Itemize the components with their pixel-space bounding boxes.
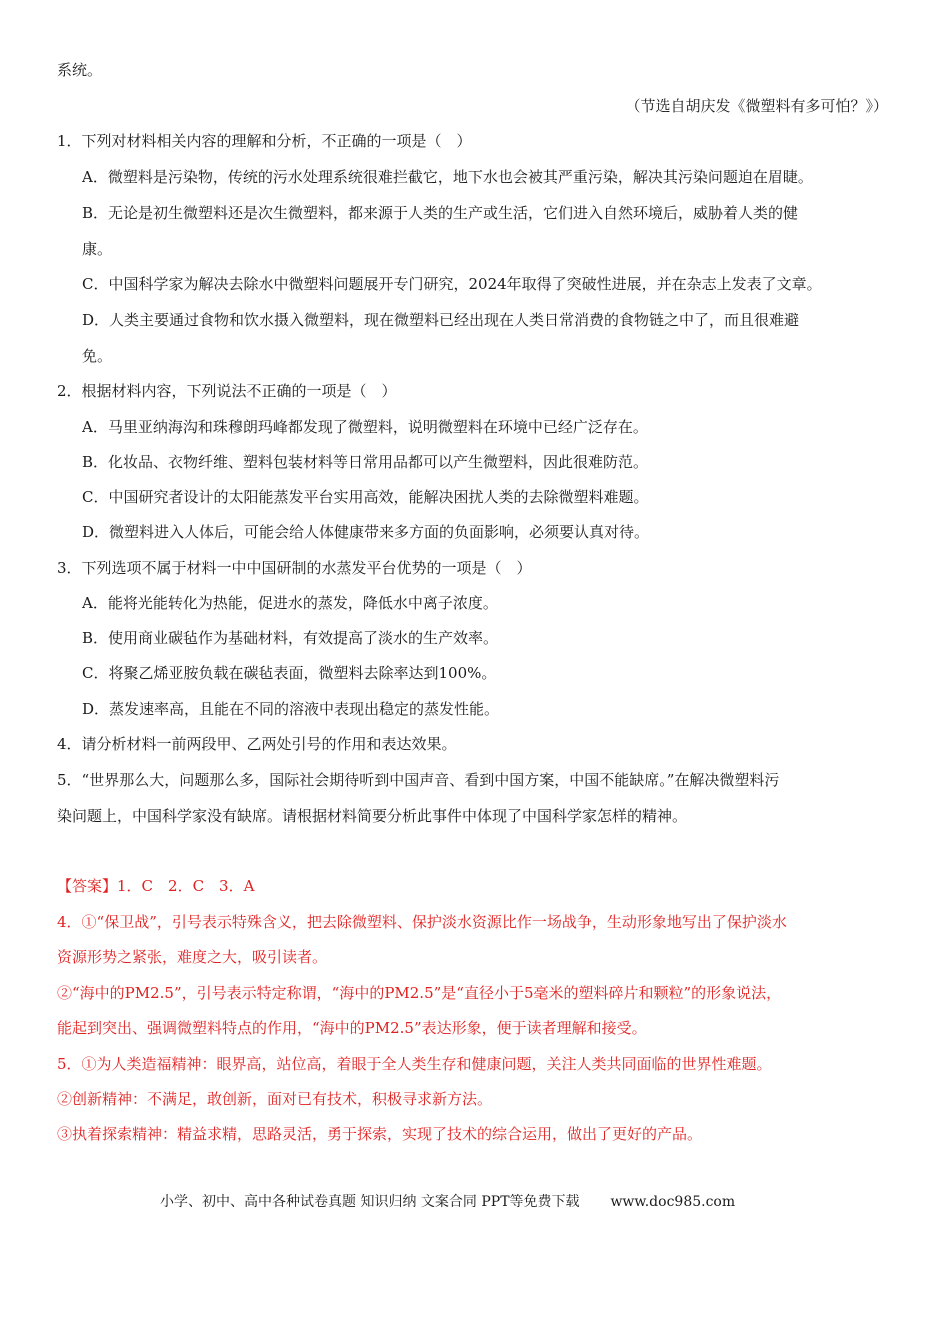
- q2-option-d: D．微塑料进入人体后，可能会给人体健康带来多方面的负面影响，必须要认真对待。: [82, 523, 650, 541]
- answer-5-line2: ②创新精神：不满足，敢创新，面对已有技术，积极寻求新方法。: [57, 1090, 493, 1108]
- q3-option-a: A．能将光能转化为热能，促进水的蒸发，降低水中离子浓度。: [82, 594, 498, 612]
- q2-option-b: B．化妆品、衣物纤维、塑料包装材料等日常用品都可以产生微塑料，因此很难防范。: [82, 453, 649, 471]
- material-source: （节选自胡庆发《微塑料有多可怕？》）: [625, 97, 888, 115]
- q1-stem: 1．下列对材料相关内容的理解和分析，不正确的一项是（ ）: [57, 132, 472, 150]
- answer-4-line3: ②“海中的PM2.5”，引号表示特定称谓，“海中的PM2.5”是“直径小于5毫米的塑料碎片和颗粒”的形象说法，: [57, 984, 782, 1002]
- q3-option-c: C．将聚乙烯亚胺负载在碳毡表面，微塑料去除率达到100%。: [82, 664, 497, 682]
- q3-option-d: D．蒸发速率高，且能在不同的溶液中表现出稳定的蒸发性能。: [82, 700, 500, 718]
- q3-option-b: B．使用商业碳毡作为基础材料，有效提高了淡水的生产效率。: [82, 629, 499, 647]
- q1-option-c: C．中国科学家为解决去除水中微塑料问题展开专门研究，2024年取得了突破性进展，并在杂志上发表了文章。: [82, 275, 822, 293]
- material-tail: 系统。: [57, 61, 103, 79]
- answer-5-line1: 5．①为人类造福精神：眼界高，站位高，着眼于全人类生存和健康问题，关注人类共同面临的世界性难题。: [57, 1055, 772, 1073]
- footer-url[interactable]: www.doc985.com: [610, 1194, 736, 1210]
- answer-4-line4: 能起到突出、强调微塑料特点的作用，“海中的PM2.5”表达形象，便于读者理解和接受。: [57, 1019, 647, 1037]
- q1-option-d-line2: 免。: [82, 347, 113, 365]
- footer-text: 小学、初中、高中各种试卷真题 知识归纳 文案合同 PPT等免费下载: [160, 1194, 580, 1210]
- answer-4-line2: 资源形势之紧张，难度之大，吸引读者。: [57, 948, 328, 966]
- answer-4-line1: 4．①“保卫战”，引号表示特殊含义，把去除微塑料、保护淡水资源比作一场战争，生动形象地写出了保护淡水: [57, 913, 787, 931]
- q5-stem-line1: 5．“世界那么大，问题那么多，国际社会期待听到中国声音、看到中国方案，中国不能缺席。”在解决微塑料污: [57, 771, 780, 789]
- q2-option-a: A．马里亚纳海沟和珠穆朗玛峰都发现了微塑料，说明微塑料在环境中已经广泛存在。: [82, 418, 648, 436]
- q4-stem: 4．请分析材料一前两段甲、乙两处引号的作用和表达效果。: [57, 735, 457, 753]
- footer: [160, 1192, 735, 1212]
- answer-mc: [57, 876, 254, 896]
- q2-stem: 2．根据材料内容，下列说法不正确的一项是（ ）: [57, 382, 397, 400]
- answer-mc-values: 1．C 2．C 3．A: [117, 877, 255, 895]
- q2-option-c: C．中国研究者设计的太阳能蒸发平台实用高效，能解决困扰人类的去除微塑料难题。: [82, 488, 649, 506]
- q1-option-d-line1: D．人类主要通过食物和饮水摄入微塑料，现在微塑料已经出现在人类日常消费的食物链之中了，而且很难避: [82, 311, 800, 329]
- answer-label: 【答案】: [57, 877, 118, 895]
- q1-option-a: A．微塑料是污染物，传统的污水处理系统很难拦截它，地下水也会被其严重污染，解决其污染问题迫在眉睫。: [82, 168, 813, 186]
- answer-5-line3: ③执着探索精神：精益求精，思路灵活，勇于探索，实现了技术的综合运用，做出了更好的产品。: [57, 1125, 703, 1143]
- q3-stem: 3．下列选项不属于材料一中中国研制的水蒸发平台优势的一项是（ ）: [57, 559, 532, 577]
- q5-stem-line2: 染问题上，中国科学家没有缺席。请根据材料简要分析此事件中体现了中国科学家怎样的精神。: [57, 807, 688, 825]
- q1-option-b-line1: B．无论是初生微塑料还是次生微塑料，都来源于人类的生产或生活，它们进入自然环境后，威胁着人类的健: [82, 204, 799, 222]
- q1-option-b-line2: 康。: [82, 240, 113, 258]
